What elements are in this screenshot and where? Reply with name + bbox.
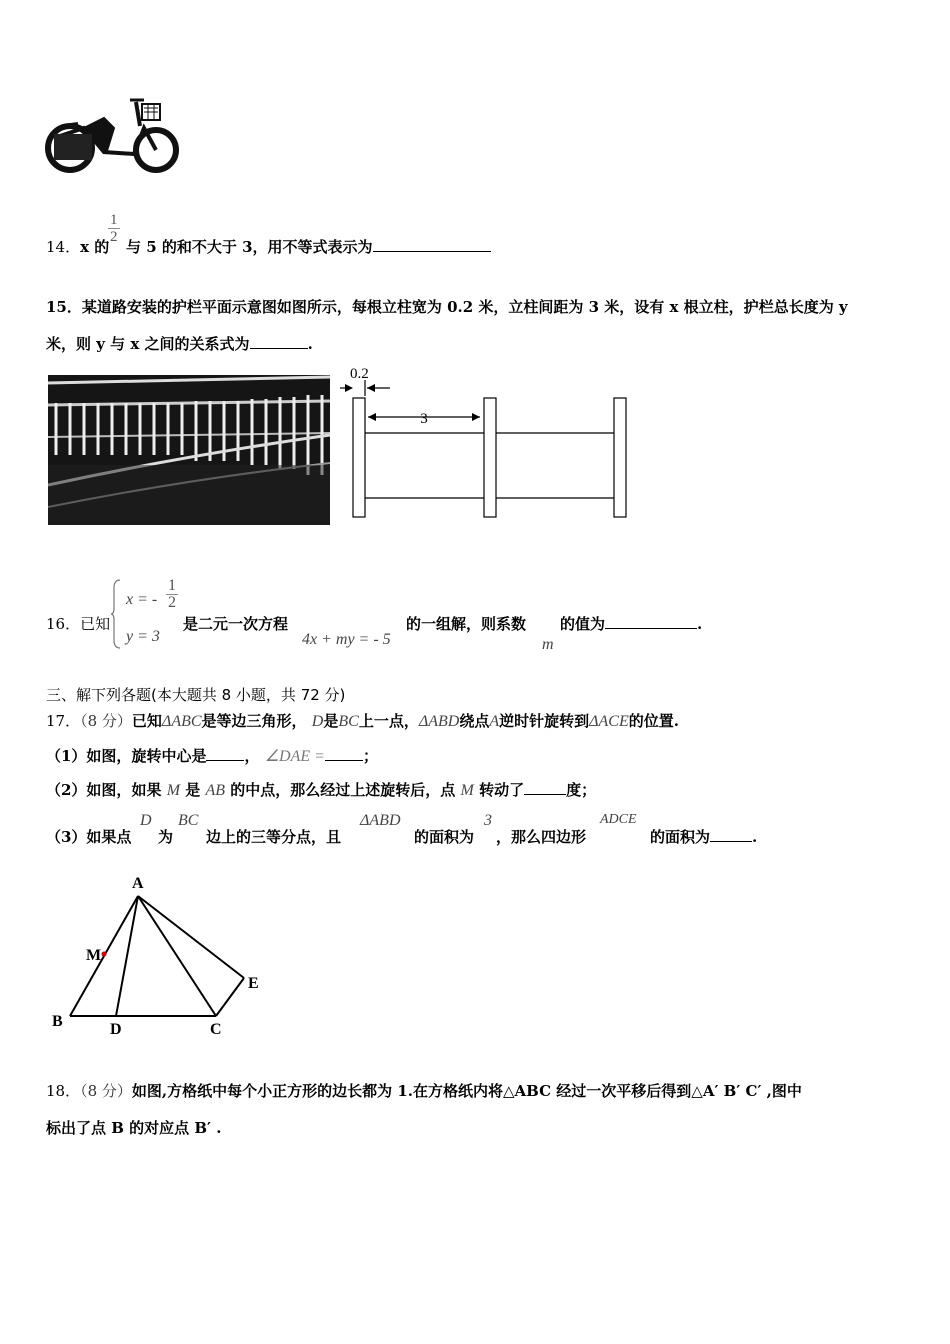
railing-diagram [340, 362, 640, 524]
q17-p3-blank[interactable] [710, 827, 752, 842]
fig-label-e: E [248, 975, 259, 992]
fig-label-c: C [210, 1021, 222, 1038]
q16-mid2: 的一组解，则系数 [406, 615, 527, 633]
q16-number: 16．已知 [46, 615, 111, 633]
q14-rest [126, 236, 491, 257]
q17-p2-blank[interactable] [524, 780, 566, 795]
q14-answer-blank[interactable] [373, 237, 491, 252]
q16-m: m [542, 636, 554, 653]
q15-line2-wrap [46, 333, 313, 354]
q17-p2-m: M [166, 782, 181, 799]
diagram-gap-label: 3 [420, 411, 428, 427]
q17-h2: 是等边三角形， [201, 712, 307, 730]
q16-frac-num: 1 [168, 577, 176, 594]
q17-t-abc: ΔABC [161, 713, 202, 730]
q17-p3-f: 的面积为 [650, 828, 711, 846]
fig-label-b: B [52, 1013, 63, 1030]
q17-p3-g: . [752, 828, 758, 846]
q17-p3-adce: ADCE [600, 812, 637, 827]
diagram-width-label: 0.2 [350, 366, 369, 382]
q15-line1: 15．某道路安装的护栏平面示意图如图所示，每根立柱宽为 0.2 米，立柱间距为 3 米，设有 x 根立柱，护栏总长度为 y [46, 298, 848, 316]
q17-t-a: A [489, 713, 500, 730]
triangle-figure [48, 868, 268, 1040]
q14-line [46, 236, 109, 257]
bicycle-icon [44, 98, 180, 180]
q16-equation: 4x + my = - 5 [302, 631, 391, 648]
q17-p2-ab: AB [205, 782, 226, 799]
q17-h5: 绕点 [459, 712, 490, 730]
q17-p2-e: 度； [566, 781, 597, 799]
q17-part2 [46, 779, 596, 800]
q17-p1-blank2[interactable] [325, 746, 363, 761]
q15-end: . [307, 335, 313, 353]
q18-number: 18． [46, 1082, 81, 1100]
q16-mid: 是二元一次方程 [183, 615, 289, 633]
q17-p1-a: （1）如图，旋转中心是 [46, 747, 207, 765]
q17-h1: 已知 [131, 712, 162, 730]
q18-line1: 如图,方格纸中每个小正方形的边长都为 1.在方格纸内将△ABC 经过一次平移后得到△A′ B′ C′ ,图中 [131, 1082, 802, 1100]
q17-p2-a: （2）如图，如果 [46, 781, 162, 799]
q17-p3-e: ，那么四边形 [496, 828, 587, 846]
q15-line2: 米，则 y 与 x 之间的关系式为 [46, 335, 250, 353]
section-3-title: 三、解下列各题(本大题共 8 小题，共 72 分) [46, 686, 346, 704]
q17-number: 17． [46, 712, 81, 730]
q17-p3-abd: ΔABD [360, 812, 401, 829]
q17-p3-d2: 的面积为 [414, 828, 475, 846]
q17-p1-angle: ∠DAE = [264, 748, 325, 765]
q17-h6: 逆时针旋转到 [499, 712, 590, 730]
fig-label-d: D [110, 1021, 122, 1038]
q16-fraction [166, 578, 178, 611]
q17-t-abd: ΔABD [418, 713, 460, 730]
q16-system-y: y = 3 [126, 628, 160, 645]
q16-tail: 的值为 [560, 615, 606, 633]
q17-header [46, 710, 679, 731]
railing-photo [48, 375, 330, 525]
q18-score: （8 分） [80, 1082, 132, 1100]
q17-p1-c: ； [362, 747, 378, 765]
q17-p3-b: 为 [158, 828, 174, 846]
q17-t-ace: ΔACE [589, 713, 629, 730]
q17-h4: 上一点， [358, 712, 419, 730]
fig-label-m: M [86, 947, 102, 964]
q17-p3-3: 3 [484, 812, 492, 829]
q17-t-bc: BC [338, 713, 359, 730]
q17-p3-tail [650, 826, 757, 847]
q18-line1-wrap [46, 1080, 802, 1101]
q16-answer-blank[interactable] [605, 614, 697, 629]
q17-p3-bc: BC [178, 812, 199, 829]
q16-brace-icon [110, 578, 122, 650]
q17-p2-m2: M [460, 782, 474, 799]
q15-answer-blank[interactable] [250, 334, 308, 349]
q14-post: 与 5 的和不大于 3，用不等式表示为 [126, 238, 373, 256]
q17-h7: 的位置. [628, 712, 679, 730]
q17-p3-d: D [140, 812, 152, 829]
q14-number: 14． [46, 238, 81, 256]
q18-line2: 标出了点 B 的对应点 B′ . [46, 1119, 222, 1137]
q17-p1-blank1[interactable] [206, 746, 244, 761]
q17-part1 [46, 745, 378, 766]
q17-p2-c: 的中点，那么经过上述旋转后，点 [230, 781, 456, 799]
q14-frac-num: 1 [110, 212, 118, 228]
q16-frac-den: 2 [168, 594, 176, 611]
q16-end: . [697, 615, 703, 633]
q17-t-d: D [311, 713, 324, 730]
fig-label-a: A [132, 875, 144, 892]
q14-fraction [108, 212, 120, 245]
q16-system-x: x = - [126, 591, 158, 608]
q14-frac-den: 2 [110, 229, 118, 245]
q17-p3-a: （3）如果点 [46, 828, 132, 846]
q17-p2-d: 转动了 [479, 781, 525, 799]
q17-p3-c: 边上的三等分点，且 [206, 828, 342, 846]
q17-p2-b: 是 [185, 781, 201, 799]
q17-p1-b: ， [244, 747, 260, 765]
q17-h3: 是 [323, 712, 339, 730]
q16-tail-wrap [560, 613, 702, 634]
q17-score: （8 分） [80, 712, 132, 730]
q14-pre: x 的 [80, 238, 110, 256]
